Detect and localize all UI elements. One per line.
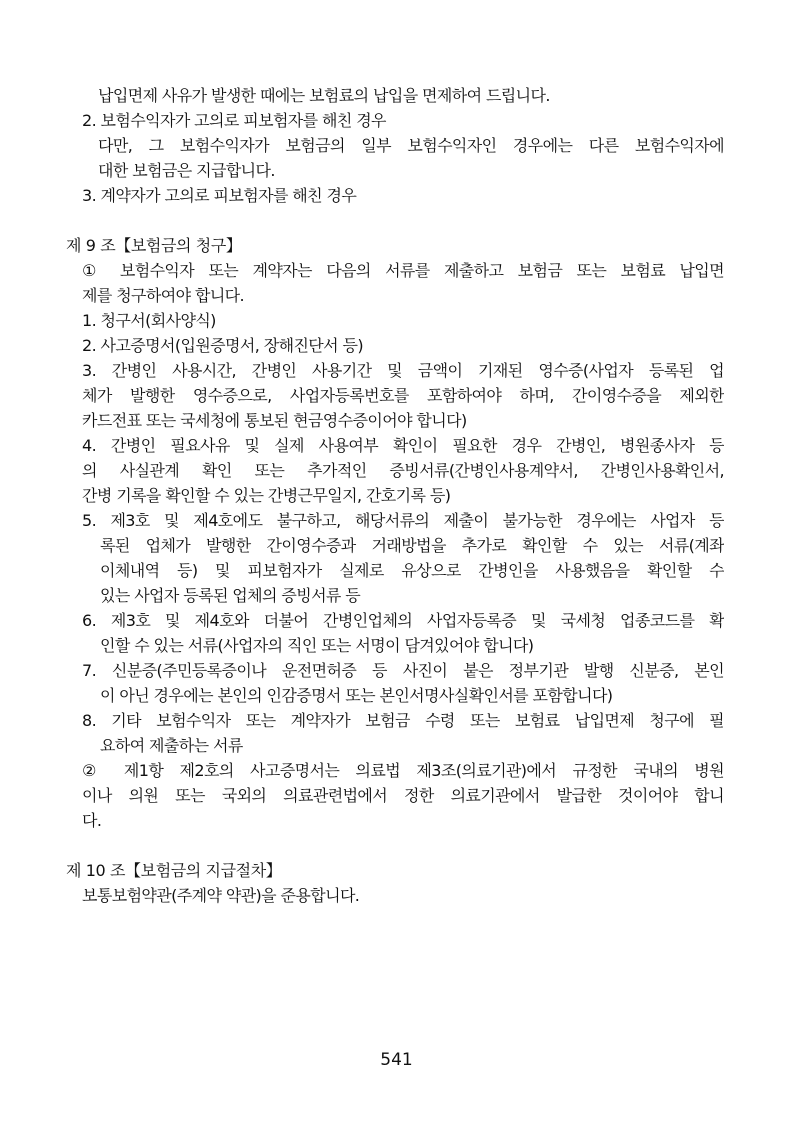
paragraph-line: 다. bbox=[82, 811, 102, 830]
list-item: 2. 보험수익자가 고의로 피보험자를 해친 경우 bbox=[82, 111, 386, 130]
paragraph-line: ① 보험수익자 또는 계약자는 다음의 서류를 제출하고 보험금 또는 보험료 납입면 bbox=[82, 261, 724, 280]
list-item-continued: 인할 수 있는 서류(사업자의 직인 또는 서명이 담겨있어야 합니다) bbox=[100, 636, 534, 655]
list-item-continued: 이체내역 등) 및 피보험자가 실제로 유상으로 간병인을 사용했음을 확인할 수 bbox=[100, 561, 724, 580]
list-item-continued: 간병 기록을 확인할 수 있는 간병근무일지, 간호기록 등) bbox=[82, 486, 451, 505]
list-item: 3. 간병인 사용시간, 간병인 사용기간 및 금액이 기재된 영수증(사업자 등록된 업 bbox=[82, 361, 724, 380]
list-item-continued: 있는 사업자 등록된 업체의 증빙서류 등 bbox=[100, 586, 361, 605]
list-item-continued: 체가 발행한 영수증으로, 사업자등록번호를 포함하여야 하며, 간이영수증을 제외한 bbox=[82, 386, 724, 405]
article-heading: 제 10 조【보험금의 지급절차】 bbox=[66, 861, 282, 880]
article-heading: 제 9 조【보험금의 청구】 bbox=[66, 236, 242, 255]
list-item: 8. 기타 보험수익자 또는 계약자가 보험금 수령 또는 보험료 납입면제 청구에 필 bbox=[82, 711, 724, 730]
paragraph-line: 이나 의원 또는 국외의 의료관련법에서 정한 의료기관에서 발급한 것이어야 합니 bbox=[82, 786, 724, 805]
list-item-continued: 이 아닌 경우에는 본인의 인감증명서 또는 본인서명사실확인서를 포함합니다) bbox=[100, 686, 613, 705]
list-item-continued: 요하여 제출하는 서류 bbox=[100, 736, 243, 755]
list-item-continued: 의 사실관계 확인 또는 추가적인 증빙서류(간병인사용계약서, 간병인사용확인서, bbox=[82, 461, 724, 480]
list-item: 3. 계약자가 고의로 피보험자를 해친 경우 bbox=[82, 186, 357, 205]
text-line: 다만, 그 보험수익자가 보험금의 일부 보험수익자인 경우에는 다른 보험수익자에 bbox=[98, 136, 724, 155]
list-item-continued: 카드전표 또는 국세청에 통보된 현금영수증이어야 합니다) bbox=[82, 411, 467, 430]
text-line: 납입면제 사유가 발생한 때에는 보험료의 납입을 면제하여 드립니다. bbox=[98, 86, 550, 105]
paragraph-line: ② 제1항 제2호의 사고증명서는 의료법 제3조(의료기관)에서 규정한 국내의 병원 bbox=[82, 761, 724, 780]
list-item: 6. 제3호 및 제4호와 더불어 간병인업체의 사업자등록증 및 국세청 업종코드를 확 bbox=[82, 611, 724, 630]
page-number: 541 bbox=[380, 1050, 413, 1070]
text-line: 대한 보험금은 지급합니다. bbox=[98, 161, 275, 180]
list-item: 7. 신분증(주민등록증이나 운전면허증 등 사진이 붙은 정부기관 발행 신분증, 본인 bbox=[82, 661, 724, 680]
paragraph-line: 보통보험약관(주계약 약관)을 준용합니다. bbox=[82, 886, 360, 905]
list-item: 1. 청구서(회사양식) bbox=[82, 311, 216, 330]
paragraph-line: 제를 청구하여야 합니다. bbox=[82, 286, 245, 305]
list-item-continued: 록된 업체가 발행한 간이영수증과 거래방법을 추가로 확인할 수 있는 서류(계좌 bbox=[100, 536, 724, 555]
list-item: 5. 제3호 및 제4호에도 불구하고, 해당서류의 제출이 불가능한 경우에는 사업자 등 bbox=[82, 511, 724, 530]
list-item: 4. 간병인 필요사유 및 실제 사용여부 확인이 필요한 경우 간병인, 병원종사자 등 bbox=[82, 436, 724, 455]
list-item: 2. 사고증명서(입원증명서, 장해진단서 등) bbox=[82, 336, 363, 355]
